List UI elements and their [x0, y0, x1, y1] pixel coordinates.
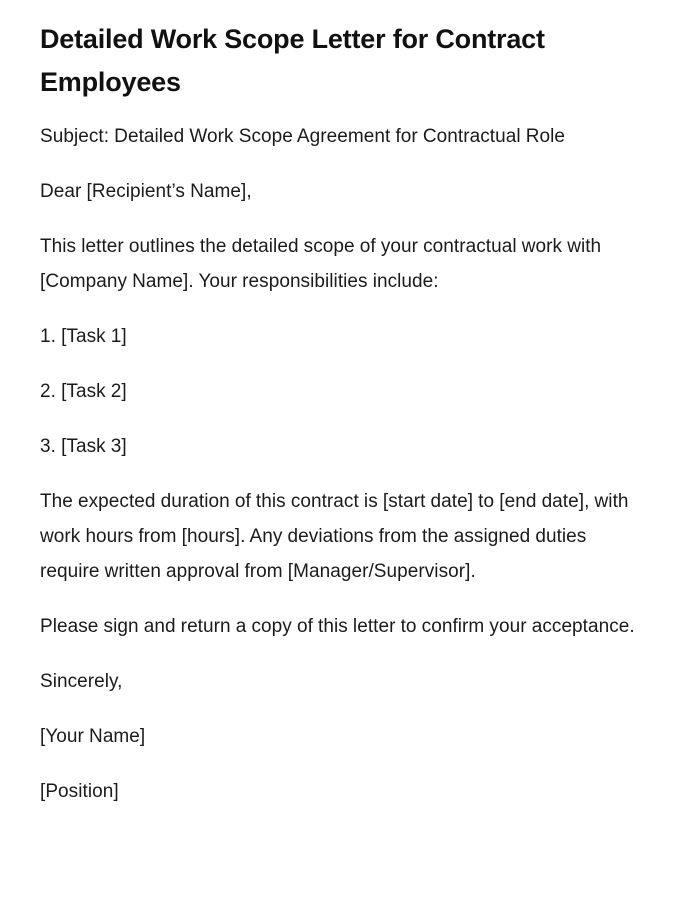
paragraph-task-1: 1. [Task 1] [40, 326, 127, 347]
paragraph-task-3: 3. [Task 3] [40, 436, 127, 457]
paragraph-intro: This letter outlines the detailed scope of your contractual work with [Company Name]. Your responsibilities include: [40, 236, 602, 292]
page-title: Detailed Work Scope Letter for Contract Employees [40, 24, 545, 97]
paragraph-task-2: 2. [Task 2] [40, 381, 127, 402]
paragraph-subject: Subject: Detailed Work Scope Agreement for Contractual Role [40, 126, 566, 147]
letter-body [40, 119, 640, 809]
paragraph-closing: Sincerely, [40, 671, 123, 692]
paragraph-signature-request: Please sign and return a copy of this letter to confirm your acceptance. [40, 616, 635, 637]
paragraph-duration: The expected duration of this contract is [start date] to [end date], with work hours from [hours]. Any deviations from the assigned duties require written approval from [Manager/Supervisor]. [40, 491, 629, 582]
paragraph-sender-position: [Position] [40, 781, 119, 802]
paragraph-salutation: Dear [Recipient’s Name], [40, 181, 252, 202]
paragraph-sender-name: [Your Name] [40, 726, 146, 747]
